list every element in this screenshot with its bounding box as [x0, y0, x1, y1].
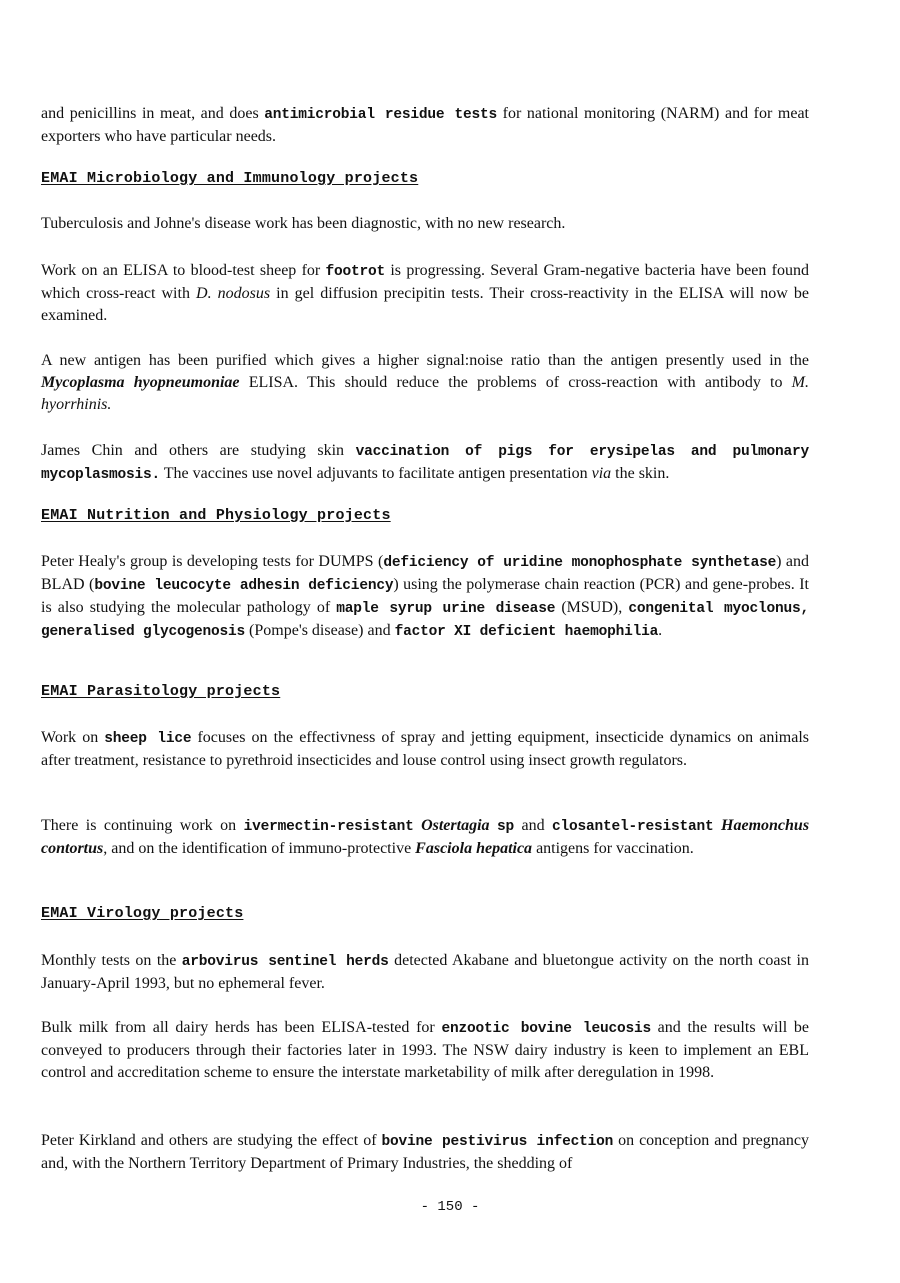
term-maple-syrup: maple syrup urine disease	[336, 601, 556, 617]
term-closantel-resistant: closantel-resistant	[552, 819, 714, 835]
paragraph-pig-vaccination: James Chin and others are studying skin vaccination of pigs for erysipelas and pulmonary mycoplasmosis. The vaccines use novel adjuvants to facilitate antigen presentation via the skin.	[41, 442, 809, 483]
paragraph-tuberculosis: Tuberculosis and Johne's disease work has been diagnostic, with no new research.	[41, 215, 566, 232]
term-ivermectin-resistant: ivermectin-resistant	[243, 819, 414, 835]
term-m-hyorrhinis: M. hyorrhinis.	[41, 374, 809, 413]
paragraph-footrot-elisa: Work on an ELISA to blood-test sheep for footrot is progressing. Several Gram-negative bacteria have been found which cross-react with D. nodosus in gel diffusion precipitin tests. Their cross-reactivity in the ELISA will now be examined.	[41, 262, 810, 324]
term-d-nodosus: D. nodosus	[196, 285, 271, 302]
paragraph-pestivirus: Peter Kirkland and others are studying the effect of bovine pestivirus infection on conception and pregnancy and, with the Northern Territory Department of Primary Industries, the shedding of	[41, 1132, 809, 1172]
term-haemonchus-contortus: Haemonchus contortus	[41, 817, 810, 857]
term-sheep-lice: sheep lice	[104, 731, 192, 747]
heading-nutrition-physiology: EMAI Nutrition and Physiology projects	[41, 507, 391, 524]
term-via: via	[591, 465, 612, 482]
term-enzootic-bovine-leucosis: enzootic bovine leucosis	[441, 1021, 651, 1037]
heading-parasitology: EMAI Parasitology projects	[41, 683, 281, 700]
term-sp: sp	[497, 819, 515, 835]
term-bovine-leucocyte: bovine leucocyte adhesin deficiency	[94, 578, 394, 594]
term-ostertagia: Ostertagia	[421, 817, 490, 834]
term-fasciola-hepatica: Fasciola hepatica	[415, 840, 533, 857]
paragraph-mycoplasma-antigen: A new antigen has been purified which gives a higher signal:noise ratio than the antigen presently used in the Mycoplasma hyopneumoniae ELISA. This should reduce the problems of cross-reaction with antibody to M. hyorrhinis.	[41, 352, 809, 413]
term-arbovirus-sentinel: arbovirus sentinel herds	[181, 954, 389, 970]
term-bovine-pestivirus: bovine pestivirus infection	[381, 1134, 614, 1150]
term-antimicrobial-residue-tests: antimicrobial residue tests	[264, 107, 498, 123]
paragraph-dumps-blad: Peter Healy's group is developing tests for DUMPS (deficiency of uridine monophosphate synthetase) and BLAD (bovine leucocyte adhesin deficiency) using the polymerase chain reaction (PCR) and gene-probes. It is also studying the molecular pathology of maple syrup urine disease (MSUD), congenital myoclonus, generalised glycogenosis (Pompe's disease) and factor XI deficient haemophilia.	[41, 553, 810, 640]
term-mycoplasma-hyopneumoniae: Mycoplasma hyopneumoniae	[41, 374, 240, 391]
paragraph-bulk-milk: Bulk milk from all dairy herds has been ELISA-tested for enzootic bovine leucosis and the results will be conveyed to producers through their factories later in 1993. The NSW dairy industry is keen to implement an EBL control and accreditation scheme to ensure the interstate marketability of milk after deregulation in 1998.	[41, 1019, 809, 1081]
paragraph-residue-tests: and penicillins in meat, and does antimicrobial residue tests for national monitoring (NARM) and for meat exporters who have particular needs.	[41, 105, 810, 145]
paragraph-resistant-parasites: There is continuing work on ivermectin-resistant Ostertagia sp and closantel-resistant Haemonchus contortus, and on the identification of immuno-protective Fasciola hepatica antigens for vaccination.	[41, 817, 810, 857]
heading-microbiology-immunology: EMAI Microbiology and Immunology projects	[41, 170, 419, 187]
term-uridine-deficiency: deficiency of uridine monophosphate synthetase	[383, 555, 777, 571]
heading-virology: EMAI Virology projects	[41, 905, 244, 922]
paragraph-sheep-lice: Work on sheep lice focuses on the effectivness of spray and jetting equipment, insecticide dynamics on animals after treatment, resistance to pyrethroid insecticides and louse control using insect growth regulators.	[41, 729, 809, 769]
term-footrot: footrot	[325, 264, 386, 280]
term-vaccination-of-pigs: vaccination of pigs for erysipelas and pulmonary mycoplasmosis.	[41, 444, 809, 483]
paragraph-arbovirus: Monthly tests on the arbovirus sentinel herds detected Akabane and bluetongue activity on the north coast in January-April 1993, but no ephemeral fever.	[41, 952, 809, 992]
term-factor-xi: factor XI deficient haemophilia	[394, 624, 659, 640]
page-number: - 150 -	[420, 1199, 480, 1215]
term-congenital-myoclonus: congenital myoclonus, generalised glycogenosis	[41, 601, 809, 640]
